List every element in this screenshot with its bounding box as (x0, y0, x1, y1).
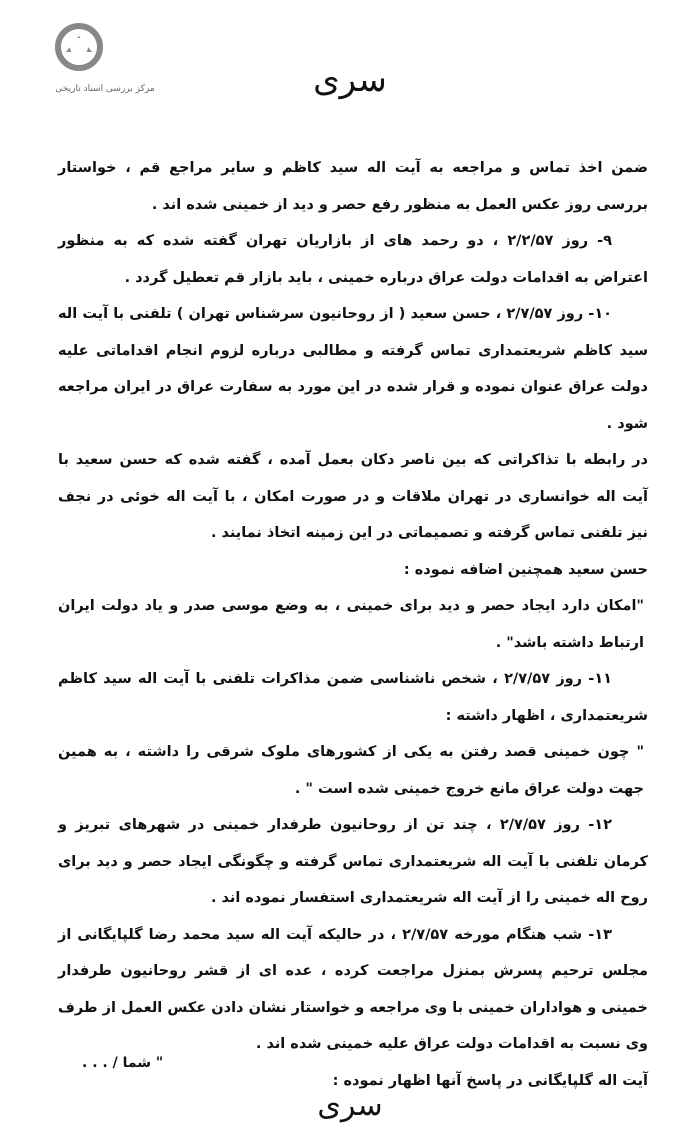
body-paragraph: آیت اله گلپایگانی در پاسخ آنها اظهار نموده : (332, 1072, 648, 1089)
body-paragraph: ۱۲- روز ۲/۷/۵۷ ، چند تن از روحانیون طرفدار خمینی در شهرهای تبریز و کرمان تلفنی با آیت اله شریعتمداری تماس گرفته و چگونگی ایجاد حصر و دید برای روح اله خمینی را از آیت اله شریعتمداری استفسار نموده اند . (58, 817, 648, 906)
logo-text: مرکز بررسی اسناد تاریخی (55, 84, 155, 94)
signoff-text: " شما / . . . (82, 1055, 164, 1071)
classification-bottom: سری (317, 1088, 383, 1123)
classification-top: سری (313, 60, 387, 100)
body-paragraph: ۱۳- شب هنگام مورخه ۲/۷/۵۷ ، در حالیکه آیت اله سید محمد رضا گلپایگانی از مجلس ترحیم پسرش بمنزل مراجعت کرده ، عده ای از قشر روحانیون طرفدار خمینی و هواداران خمینی با وی مراجعه و خواستار نشان دادن عکس العمل از طرف وی نسبت به اقدامات دولت عراق علیه خمینی شده اند . (58, 926, 648, 1052)
body-paragraph: ۹- روز ۲/۲/۵۷ ، دو رحمد های از بازاریان تهران گفته شده که به منظور اعتراض به اقدامات دولت عراق درباره خمینی ، باید بازار قم تعطیل گردد . (58, 233, 648, 286)
body-paragraph: ۱۱- روز ۲/۷/۵۷ ، شخص ناشناسی ضمن مذاکرات تلفنی با آیت اله سید کاظم شریعتمداری ، اظهار داشته : (58, 671, 648, 724)
body-paragraph: ۱۰- روز ۲/۷/۵۷ ، حسن سعید ( از روحانیون سرشناس تهران ) تلفنی با آیت اله سید کاظم شریعتمداری تماس گرفته و مطالبی درباره لزوم انجام اقداماتی علیه دولت عراق عنوان نموده و قرار شده در این مورد به سفارت عراق در ایران مراجعه شود . (58, 306, 648, 432)
body-paragraph: در رابطه با تذاکراتی که بین ناصر دکان بعمل آمده ، گفته شده که حسن سعید با آیت اله خوانساری در تهران ملاقات و در صورت امکان ، با آیت اله خوئی در نجف نیز تلفنی تماس گرفته و تصمیماتی در این زمینه اتخاذ نمایند . (58, 452, 648, 541)
body-paragraph: " چون خمینی قصد رفتن به یکی از کشورهای ملوک شرقی را داشته ، به همین جهت دولت عراق مانع خروج خمینی شده است " . (58, 744, 644, 797)
body-paragraph: "امکان دارد ایجاد حصر و دید برای خمینی ، به وضع موسی صدر و یاد دولت ایران ارتباط داشته باشد" . (58, 598, 644, 651)
body-paragraph: ضمن اخذ تماس و مراجعه به آیت اله سید کاظم و سایر مراجع قم ، خواستار بررسی روز عکس العمل به منظور رفع حصر و دید از خمینی شده اند . (58, 160, 648, 213)
body-paragraph: حسن سعید همچنین اضافه نموده : (403, 561, 648, 578)
document-body (58, 150, 648, 1099)
